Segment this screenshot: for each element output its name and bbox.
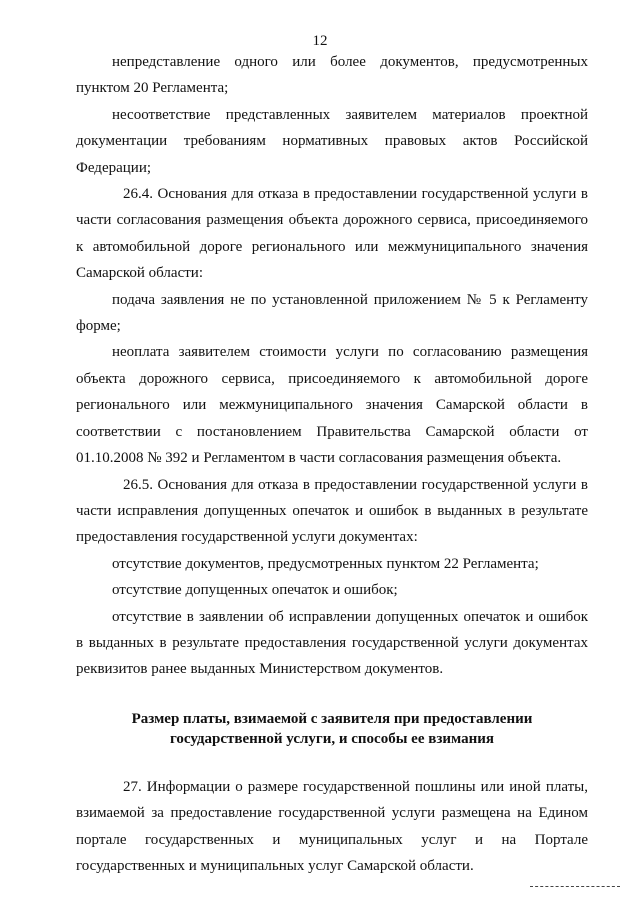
page-number: 12 <box>312 33 328 49</box>
paragraph-27: 27. Информации о размере государственной пошлины или иной платы, взимаемой за предоставление государственной услуги размещена на Едином портале государственных и муниципальных услуг и на Портале государственных и муниципальных услуг Самарской области. <box>76 778 588 874</box>
footer-divider <box>530 886 620 887</box>
paragraph: неоплата заявителем стоимости услуги по согласованию размещения объекта дорожного сервиса, присоединяемого к автомобильной дороге регионального или межмуниципального значения Самарской области в соответствии с постановлением Правительства Самарской области от 01.10.2008 № 392 и Регламентом в части согласования размещения объекта. <box>76 344 588 467</box>
paragraph: несоответствие представленных заявителем материалов проектной документации требованиям нормативных правовых актов Российской Федерации; <box>76 106 588 176</box>
paragraph: подача заявления не по установленной приложением № 5 к Регламенту форме; <box>76 291 588 335</box>
paragraph: отсутствие в заявлении об исправлении допущенных опечаток и ошибок в выданных в результате предоставления государственной услуги документах реквизитов ранее выданных Министерством документов. <box>76 608 588 678</box>
paragraph: непредставление одного или более документов, предусмотренных пунктом 20 Регламента; <box>76 54 588 97</box>
document-body <box>76 49 588 879</box>
paragraph-26-4: 26.4. Основания для отказа в предоставлении государственной услуги в части согласования размещения объекта дорожного сервиса, присоединяемого к автомобильной дороге регионального или межмуниципального значения Самарской области: <box>76 186 588 282</box>
paragraph-26-5: 26.5. Основания для отказа в предоставлении государственной услуги в части исправления допущенных опечаток и ошибок в выданных в результате предоставления государственной услуги документах: <box>76 476 588 546</box>
paragraph: отсутствие документов, предусмотренных пунктом 22 Регламента; <box>112 555 539 572</box>
section-heading: Размер платы, взимаемой с заявителя при предоставлении государственной услуги, и способы ее взимания <box>131 710 533 747</box>
paragraph: отсутствие допущенных опечаток и ошибок; <box>112 582 398 599</box>
